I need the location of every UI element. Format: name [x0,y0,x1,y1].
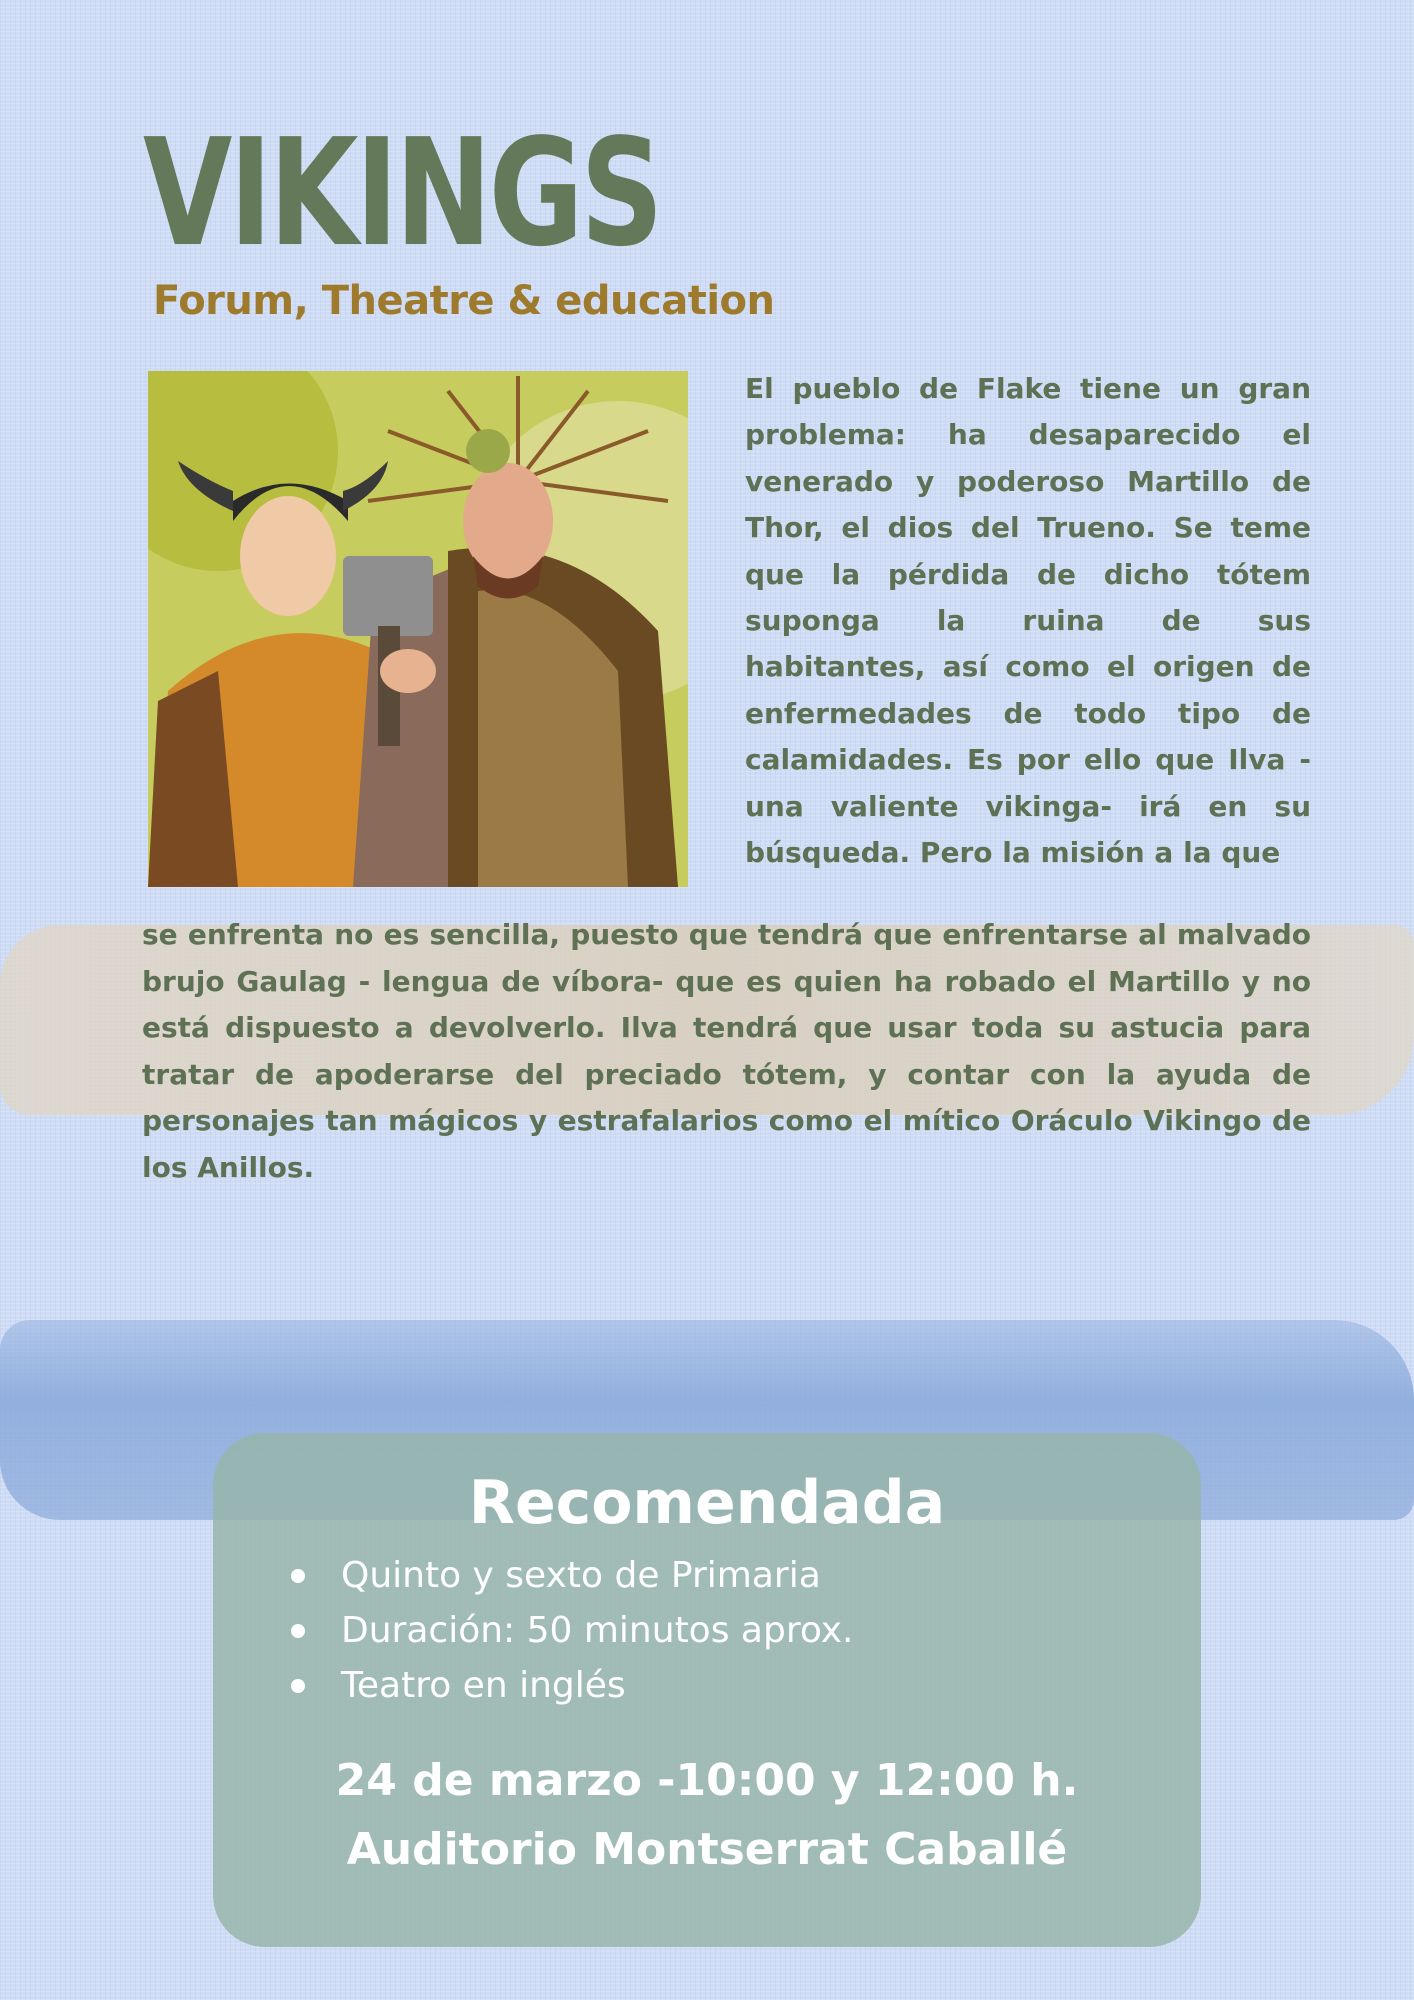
list-item-label: Quinto y sexto de Primaria [341,1555,821,1596]
bullet-icon [291,1624,305,1638]
list-item [283,1548,854,1603]
card-list [283,1548,854,1713]
story-full-text: se enfrenta no es sencilla, puesto que tendrá que enfrentarse al malvado brujo Gaulag - lengua de víbora- que es quien ha robado el Martillo y no está dispuesto a devolverlo. Ilva tendrá que usar toda su astucia para tratar de apoderarse del preciado tótem, y contar con la ayuda de personajes tan mágicos y estrafalarios como el mítico Oráculo Vikingo de los Anillos. [142,918,1311,1184]
list-item [283,1603,854,1658]
list-item [283,1658,854,1713]
card-heading: Recomendada [468,1468,946,1538]
list-item-label: Duración: 50 minutos aprox. [341,1610,854,1651]
bullet-icon [291,1569,305,1583]
story-column-text: El pueblo de Flake tiene un gran problema: ha desaparecido el venerado y poderoso Martillo de Thor, el dios del Trueno. Se teme que la pérdida de dicho tótem suponga la ruina de sus habitantes, así como el origen de enfermedades de todo tipo de calamidades. Es por ello que Ilva - una valiente vikinga- irá en su búsqueda. Pero la misión a la que [745,372,1311,870]
bullet-icon [291,1679,305,1693]
list-item-label: Teatro en inglés [341,1665,626,1706]
info-card [213,1433,1201,1947]
page-title: VIKINGS [143,107,661,279]
event-venue: Auditorio Montserrat Caballé [346,1824,1068,1875]
page-subtitle: Forum, Theatre & education [153,278,775,324]
event-date-time: 24 de marzo -10:00 y 12:00 h. [335,1755,1079,1806]
viking-performers-photo [148,371,688,887]
